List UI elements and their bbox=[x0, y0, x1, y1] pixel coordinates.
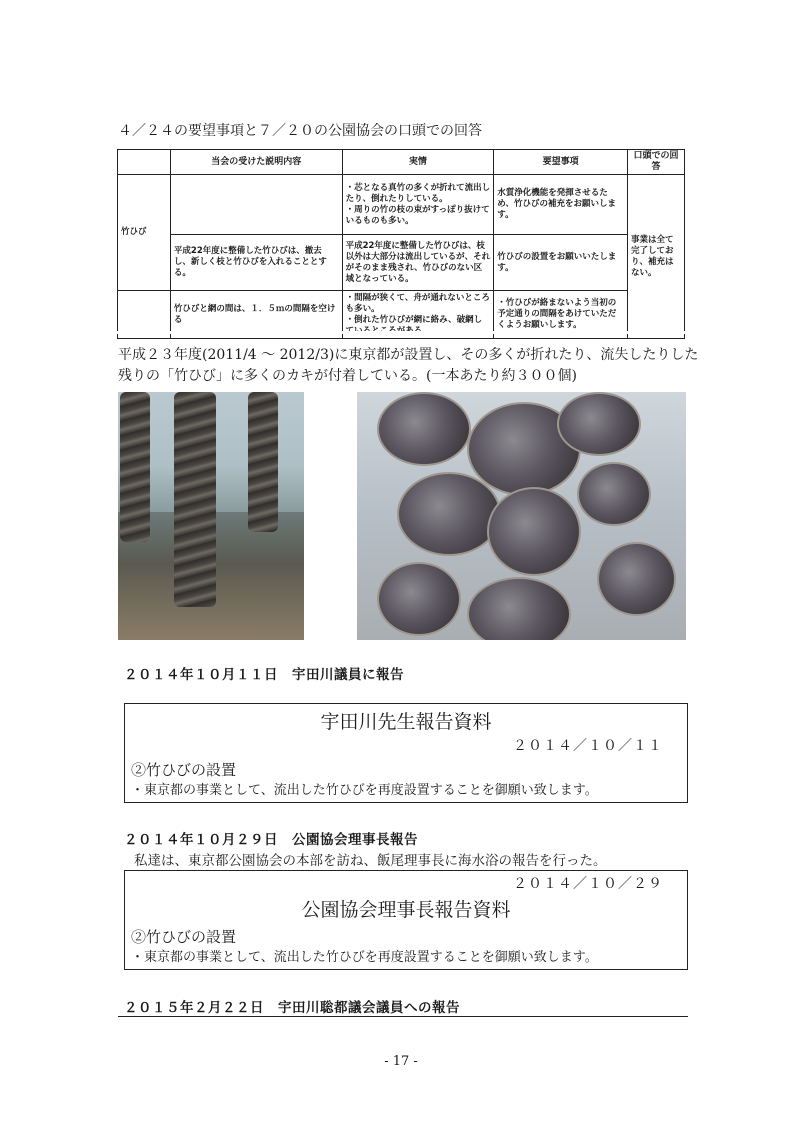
report-box-title: 宇田川先生報告資料 bbox=[320, 711, 492, 733]
oyster-shell bbox=[577, 462, 651, 526]
row-label-cell: 竹ひび bbox=[118, 175, 171, 291]
section-heading: ２０１４年１０月２９日 公園協会理事長報告 bbox=[124, 832, 418, 848]
request-cell: 竹ひびの設置をお願いいたします。 bbox=[494, 235, 628, 291]
bamboo-pole bbox=[174, 392, 216, 607]
explanation-cell: 平成22年度に整備した竹ひびは、撤去し、新しく枝と竹ひびを入れることとする。 bbox=[170, 235, 342, 291]
report-box bbox=[124, 870, 688, 970]
report-item-text: ・東京都の事業として、流出した竹ひびを再度設置することを御願い致します。 bbox=[131, 950, 598, 965]
report-date: ２０１４／１０／２９ bbox=[513, 876, 663, 892]
table-header-cell: 口頭での回答 bbox=[628, 150, 685, 175]
report-item-text: ・東京都の事業として、流出した竹ひびを再度設置することを御願い致します。 bbox=[131, 783, 598, 798]
request-table bbox=[117, 149, 685, 339]
table-header-cell: 当会の受けた説明内容 bbox=[170, 150, 342, 175]
explanation-cell bbox=[170, 175, 342, 235]
table-cut-edge bbox=[117, 331, 686, 334]
report-date: ２０１４／１０／１１ bbox=[513, 738, 663, 754]
table-header-cell bbox=[118, 150, 171, 175]
bamboo-pole bbox=[120, 392, 150, 542]
oyster-poles-photo bbox=[118, 392, 304, 640]
table-header-cell: 実情 bbox=[342, 150, 494, 175]
table-caption: ４／２４の要望事項と７／２０の公園協会の口頭での回答 bbox=[118, 123, 482, 139]
oyster-shell bbox=[557, 392, 641, 456]
actual-cell: ・間隔が狭くて、舟が通れないところも多い。 ・倒れた竹ひびが網に絡み、破網し bbox=[342, 291, 494, 339]
oyster-shell bbox=[487, 487, 581, 576]
table-header-cell: 要望事項 bbox=[494, 150, 628, 175]
paragraph-line: 平成２３年度(2011/4 ～ 2012/3)に東京都が設置し、その多くが折れたり、流失したりした bbox=[118, 347, 699, 363]
request-cell: 水質浄化機能を発揮させるため、竹ひびの補充をお願いします。 bbox=[494, 175, 628, 235]
oyster-shell bbox=[377, 392, 471, 466]
oyster-shell bbox=[467, 577, 571, 640]
paragraph-line: 残りの「竹ひび」に多くのカキが付着している。(一本あたり約３００個) bbox=[118, 368, 577, 384]
oyster-shell bbox=[597, 542, 676, 616]
explanation-cell: 竹ひびと網の間は、１．５ｍの間隔を空ける bbox=[170, 291, 342, 339]
table-header-row bbox=[118, 150, 685, 175]
oyster-shell bbox=[397, 472, 501, 556]
actual-cell: ・芯となる真竹の多くが折れて流出したり、倒れたりしている。 ・周りの竹の枝の束がすっぽり抜けているものも多い。 bbox=[342, 175, 494, 235]
table-row bbox=[118, 175, 685, 235]
oyster-shell bbox=[377, 562, 461, 636]
report-item-title: ②竹ひびの設置 bbox=[131, 928, 237, 946]
report-box-title: 公園協会理事長報告資料 bbox=[301, 899, 511, 921]
page-number: - 17 - bbox=[384, 1054, 418, 1069]
report-item-title: ②竹ひびの設置 bbox=[131, 761, 237, 779]
actual-cell: 平成22年度に整備した竹ひびは、枝以外は大部分は流出しているが、それがそのまま残され、竹ひびのない区域となっている。 bbox=[342, 235, 494, 291]
table-row bbox=[118, 235, 685, 291]
section-heading: ２０１５年２月２２日 宇田川聡都議会議員への報告 bbox=[124, 1000, 460, 1016]
oyster-closeup-photo bbox=[357, 392, 686, 640]
report-box bbox=[124, 703, 688, 803]
bamboo-pole bbox=[248, 392, 278, 532]
answer-cell: 事業は全て完了しており、補充はない。 bbox=[628, 175, 685, 339]
section-heading: ２０１４年１０月１１日 宇田川議員に報告 bbox=[124, 667, 404, 683]
request-cell: ・竹ひびが絡まないよう当初の予定通りの間隔をあけていただくようお願いします。 bbox=[494, 291, 628, 339]
section-intro: 私達は、東京都公園協会の本部を訪ね、飯尾理事長に海水浴の報告を行った。 bbox=[134, 853, 607, 869]
divider bbox=[118, 1016, 688, 1017]
